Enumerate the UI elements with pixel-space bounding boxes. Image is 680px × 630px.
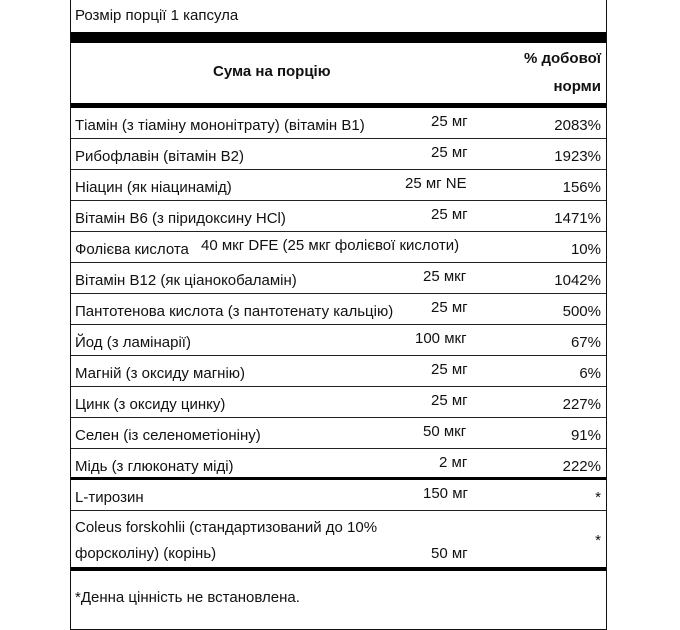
nutrient-name: Цинк (з оксиду цинку) <box>75 396 226 413</box>
nutrient-amount: 25 мг <box>431 144 468 161</box>
daily-value-header-line1: % добової <box>523 50 601 67</box>
nutrient-dv: 2083% <box>554 117 601 134</box>
nutrient-name: L-тирозин <box>75 489 144 506</box>
nutrient-row <box>71 139 606 170</box>
daily-value-header-line2: норми <box>553 78 601 95</box>
nutrient-row-coleus <box>71 510 606 567</box>
nutrient-dv: 6% <box>579 365 601 382</box>
nutrient-amount: 25 мг <box>431 392 468 409</box>
nutrient-row <box>71 201 606 232</box>
nutrient-name: Вітамін В6 (з піридоксину HCl) <box>75 210 286 227</box>
nutrient-dv: 1471% <box>554 210 601 227</box>
nutrient-name: Фолієва кислота <box>75 241 189 258</box>
nutrient-amount: 25 мг <box>431 113 468 130</box>
footnote: *Денна цінність не встановлена. <box>75 589 300 606</box>
nutrient-amount: 25 мг <box>431 299 468 316</box>
nutrient-name: Мідь (з глюконату міді) <box>75 458 234 475</box>
nutrient-name: Рибофлавін (вітамін В2) <box>75 148 244 165</box>
thick-divider <box>71 32 606 43</box>
nutrient-row <box>71 108 606 139</box>
nutrient-amount: 25 мкг <box>423 268 467 285</box>
nutrient-amount: 50 мг <box>431 545 468 562</box>
nutrient-name-line1: Coleus forskohlii (стандартизований до 10% <box>75 519 378 536</box>
nutrient-row <box>71 325 606 356</box>
nutrient-row <box>71 263 606 294</box>
nutrient-dv: 227% <box>562 396 601 413</box>
nutrient-row <box>71 449 606 480</box>
nutrient-amount: 150 мг <box>423 485 468 502</box>
nutrient-dv: 1042% <box>554 272 601 289</box>
nutrient-name: Селен (із селенометіоніну) <box>75 427 261 444</box>
bottom-divider <box>71 567 606 571</box>
nutrient-dv: 222% <box>562 458 601 475</box>
nutrient-dv: * <box>595 489 601 506</box>
nutrient-amount: 40 мкг DFE (25 мкг фолієвої кислоти) <box>201 237 460 254</box>
nutrient-dv: 67% <box>570 334 601 351</box>
nutrient-amount: 25 мг NE <box>405 175 467 192</box>
nutrient-amount: 25 мг <box>431 206 468 223</box>
nutrient-dv: 1923% <box>554 148 601 165</box>
amount-per-serving-header: Сума на порцію <box>213 63 331 80</box>
nutrient-row <box>71 418 606 449</box>
nutrient-amount: 25 мг <box>431 361 468 378</box>
nutrient-row <box>71 294 606 325</box>
nutrient-amount: 2 мг <box>439 454 468 471</box>
nutrient-dv: 91% <box>570 427 601 444</box>
nutrient-row <box>71 480 606 511</box>
nutrient-row <box>71 232 606 263</box>
nutrient-name: Магній (з оксиду магнію) <box>75 365 246 382</box>
nutrient-name-line2: форсколіну) (корінь) <box>75 545 217 562</box>
supplement-facts-panel <box>70 0 607 630</box>
nutrient-dv: 10% <box>570 241 601 258</box>
nutrient-name: Вітамін В12 (як ціанокобаламін) <box>75 272 297 289</box>
nutrient-name: Пантотенова кислота (з пантотенату кальцію) <box>75 303 394 320</box>
nutrient-row <box>71 387 606 418</box>
nutrient-row <box>71 170 606 201</box>
nutrient-dv: 156% <box>562 179 601 196</box>
nutrient-name: Тіамін (з тіаміну мононітрату) (вітамін В1) <box>75 117 365 134</box>
nutrient-amount: 50 мкг <box>423 423 467 440</box>
nutrient-dv: 500% <box>562 303 601 320</box>
nutrient-name: Ніацин (як ніацинамід) <box>75 179 232 196</box>
nutrient-dv: * <box>595 532 601 549</box>
serving-size: Розмір порції 1 капсула <box>75 7 239 24</box>
nutrient-row <box>71 356 606 387</box>
nutrient-name: Йод (з ламінарії) <box>75 334 191 351</box>
nutrient-amount: 100 мкг <box>415 330 467 347</box>
